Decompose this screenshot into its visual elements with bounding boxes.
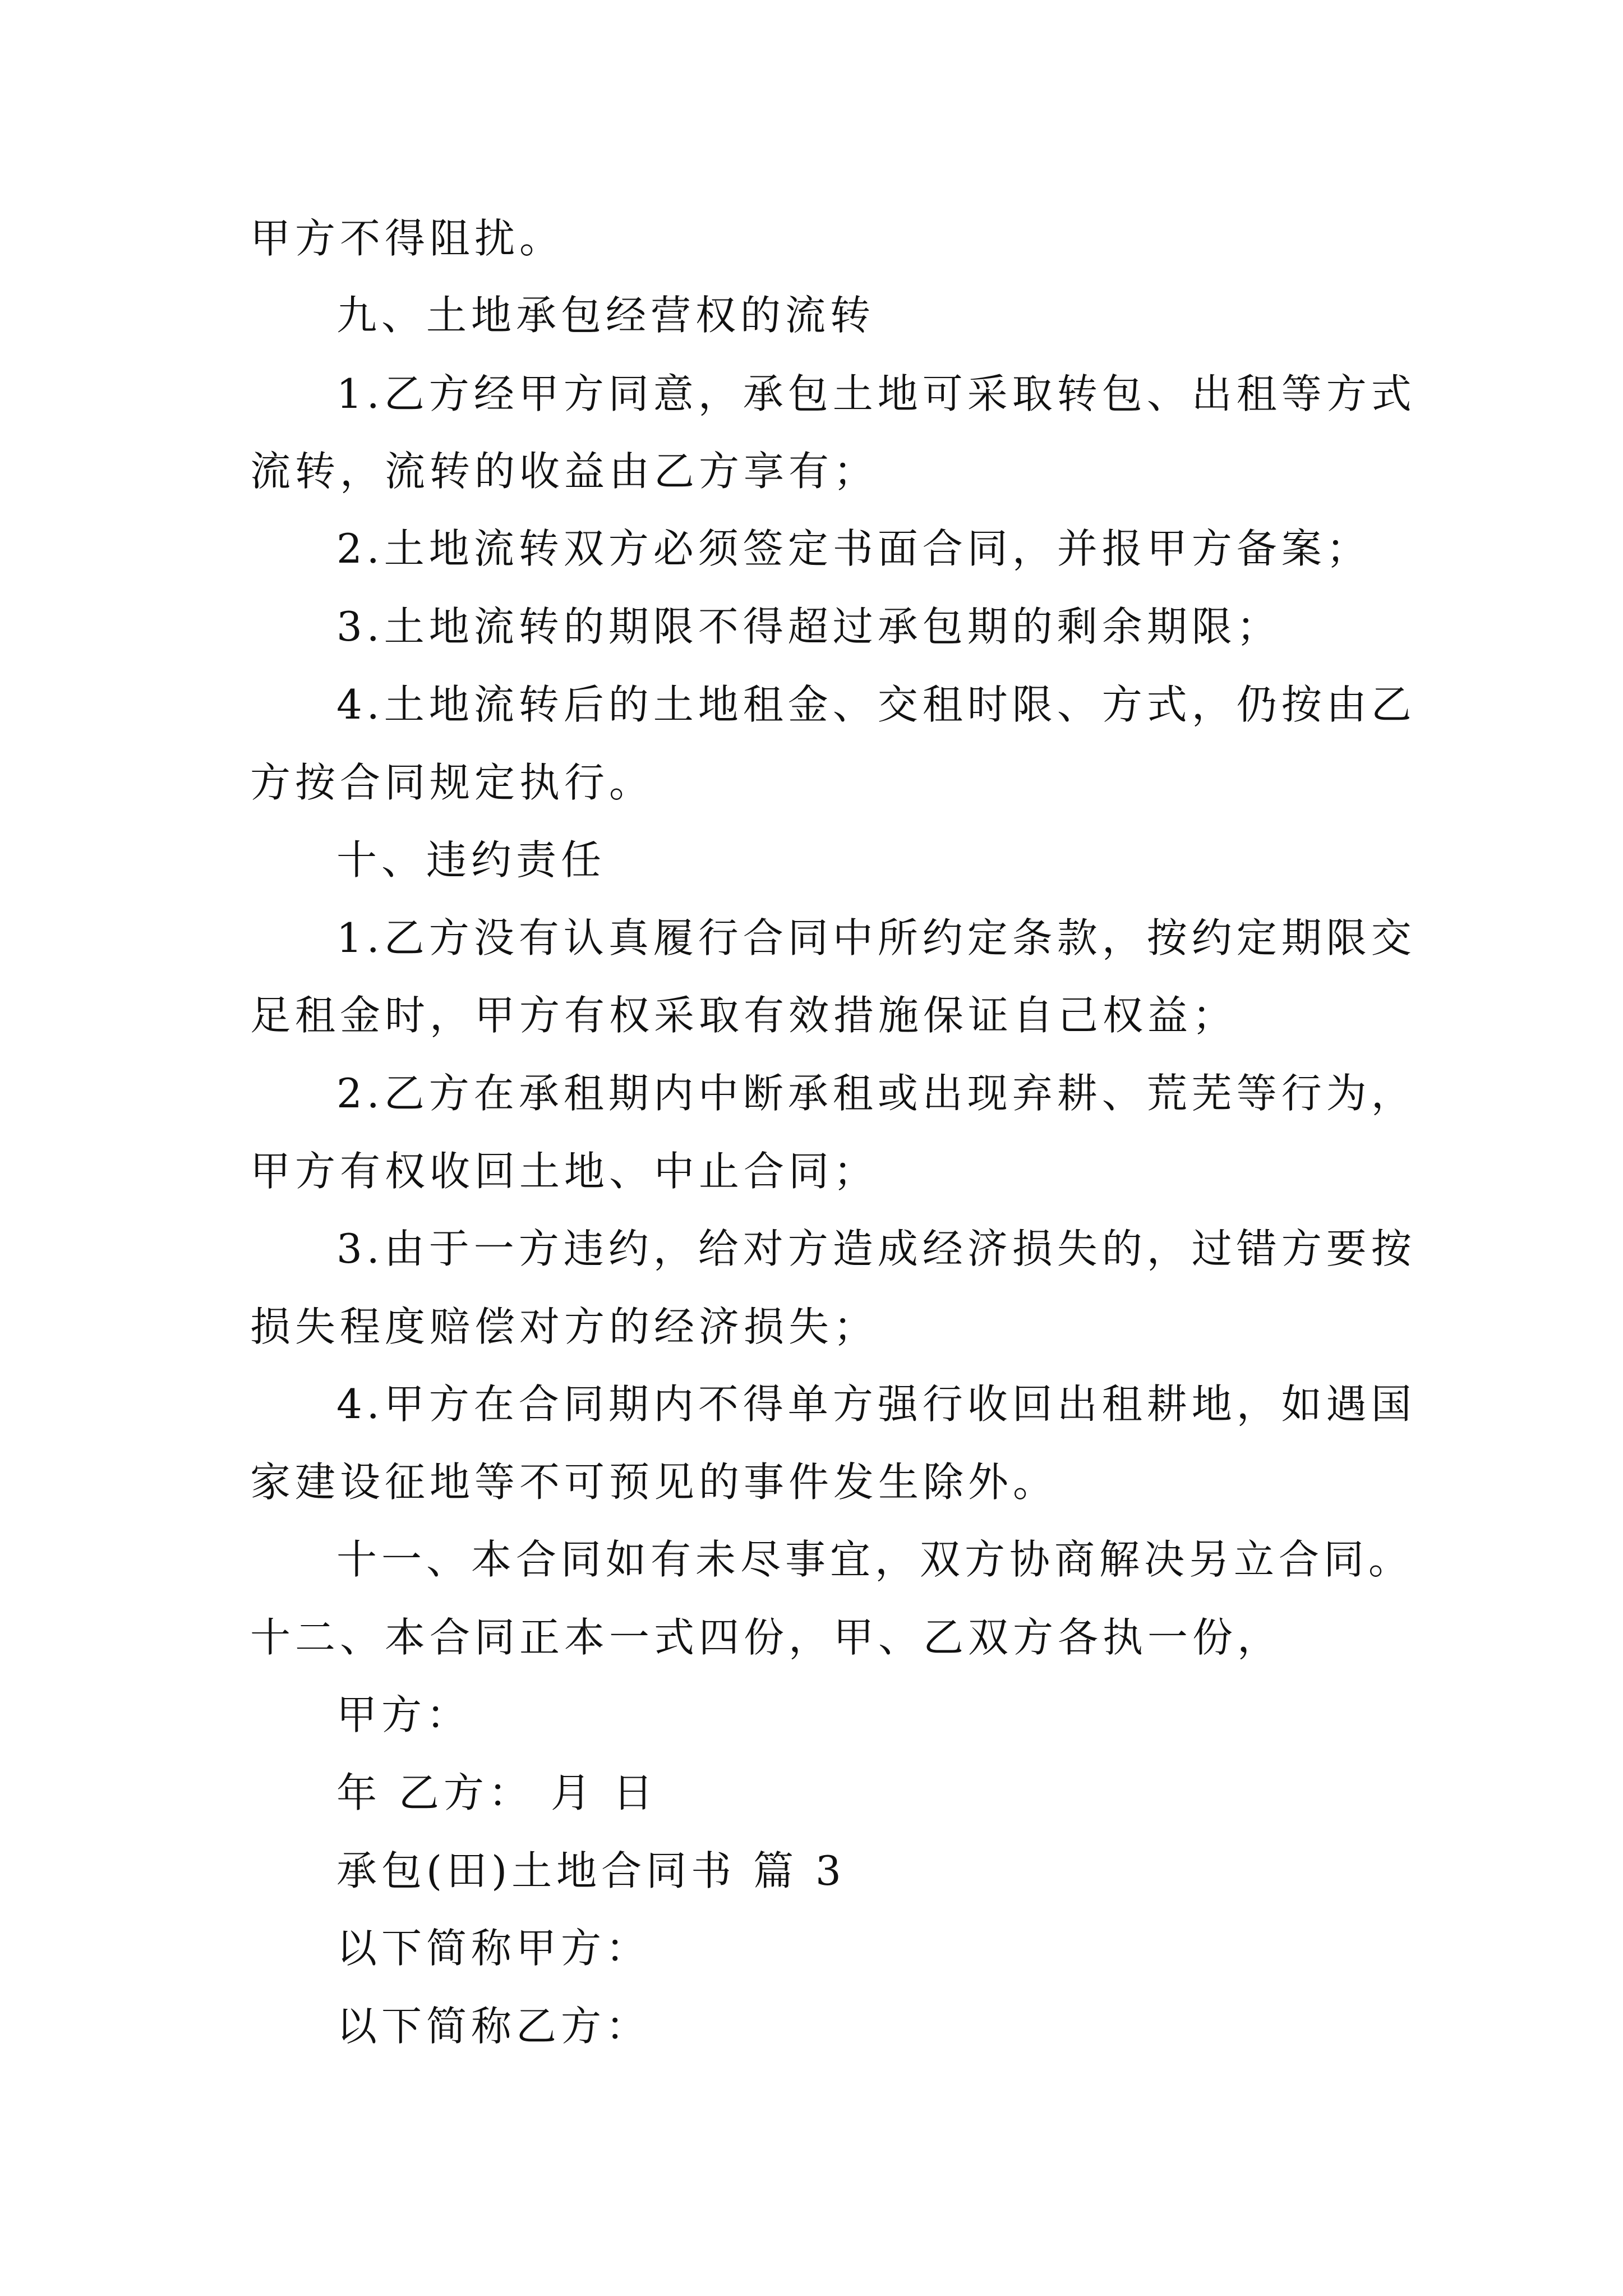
paragraph-line: 1.乙方没有认真履行合同中所约定条款，按约定期限交 bbox=[336, 914, 1416, 961]
paragraph-line: 流转，流转的收益由乙方享有； bbox=[250, 448, 879, 495]
party-a-line: 以下简称甲方： bbox=[336, 1925, 651, 1972]
paragraph-line: 1.乙方经甲方同意，承包土地可采取转包、出租等方式 bbox=[336, 370, 1416, 417]
paragraph-line: 3.土地流转的期限不得超过承包期的剩余期限； bbox=[336, 603, 1281, 650]
paragraph-line: 家建设征地等不可预见的事件发生除外。 bbox=[250, 1458, 1058, 1506]
paragraph-line: 足租金时，甲方有权采取有效措施保证自己权益； bbox=[250, 992, 1238, 1039]
paragraph-line: 十一、本合同如有未尽事宜，双方协商解决另立合同。 bbox=[336, 1536, 1414, 1583]
paragraph-line: 甲方有权收回土地、中止合同； bbox=[250, 1148, 879, 1195]
paragraph-line: 4.甲方在合同期内不得单方强行收回出租耕地，如遇国 bbox=[336, 1381, 1416, 1428]
section-heading: 九、土地承包经营权的流转 bbox=[336, 292, 875, 339]
section-heading: 十、违约责任 bbox=[336, 836, 606, 884]
signature-date-line: 年 乙方： 月 日 bbox=[336, 1769, 658, 1816]
paragraph-line: 方按合同规定执行。 bbox=[250, 759, 654, 806]
paragraph-line: 损失程度赔偿对方的经济损失； bbox=[250, 1303, 879, 1350]
paragraph-line: 十二、本合同正本一式四份，甲、乙双方各执一份， bbox=[250, 1614, 1283, 1661]
paragraph-line: 2.乙方在承租期内中断承租或出现弃耕、荒芜等行为， bbox=[336, 1070, 1416, 1117]
party-a-signature-label: 甲方： bbox=[336, 1691, 472, 1738]
paragraph-line: 3.由于一方违约，给对方造成经济损失的，过错方要按 bbox=[336, 1225, 1416, 1272]
contract-title: 承包(田)土地合同书 篇 3 bbox=[336, 1847, 846, 1894]
party-b-line: 以下简称乙方： bbox=[336, 2003, 651, 2050]
paragraph-line: 甲方不得阻扰。 bbox=[250, 215, 565, 262]
paragraph-line: 2.土地流转双方必须签定书面合同，并报甲方备案； bbox=[336, 525, 1371, 572]
paragraph-line: 4.土地流转后的土地租金、交租时限、方式，仍按由乙 bbox=[336, 681, 1416, 728]
